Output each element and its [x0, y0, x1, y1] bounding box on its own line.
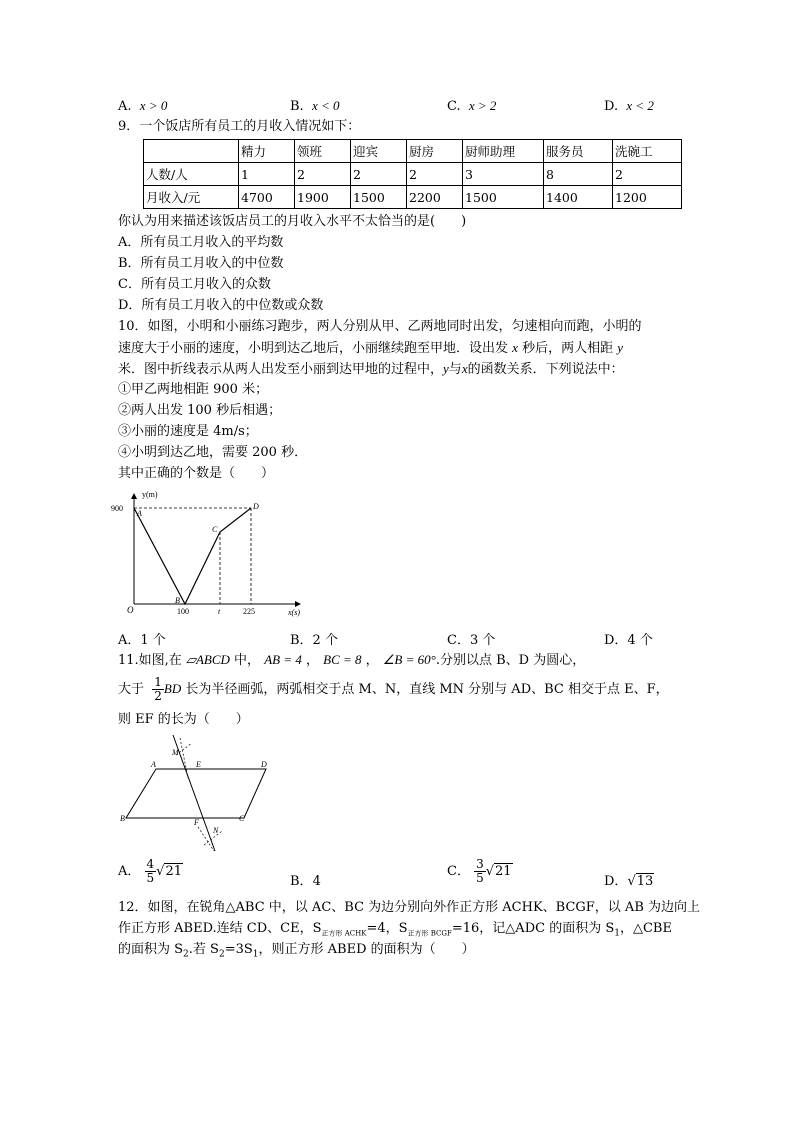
point-e-label: E: [196, 760, 201, 769]
q9-option-a: A．所有员工月收入的平均数: [118, 235, 284, 250]
q10-question: 其中正确的个数是（ ）: [118, 466, 275, 481]
parallelogram-abcd: [126, 769, 266, 818]
variable-x: x: [512, 340, 518, 355]
q11-option-c: C． $\frac{3}{5}$ √21: [447, 857, 512, 885]
q9-question: 你认为用来描述该饭店员工的月收入水平不太恰当的是( ): [118, 214, 467, 229]
point-f-label: F: [194, 818, 199, 827]
q11-option-a: A． $\frac{4}{5}$ √21: [118, 857, 183, 885]
q9-stem: 9．一个饭店所有员工的月收入情况如下：: [118, 119, 361, 134]
table-cell: 1900: [295, 186, 351, 209]
distance-polyline: [134, 508, 251, 604]
point-d-label: D: [253, 502, 259, 511]
table-cell: 2: [407, 163, 463, 186]
parallelogram-symbol: ▱ABCD: [185, 652, 230, 667]
table-cell: 3: [463, 163, 544, 186]
q9-income-table: [143, 139, 682, 209]
point-b-label: B: [120, 814, 125, 823]
q10-statement-3: ③小丽的速度是 4m/s；: [118, 424, 258, 439]
text: 大于: [118, 682, 145, 697]
q11-parallelogram-figure: [118, 733, 278, 855]
table-row: [144, 163, 682, 186]
text: 与: [448, 362, 462, 377]
q10-distance-graph: [110, 488, 310, 618]
text: 秒后，两人相距: [522, 341, 614, 356]
x-axis-label: x(s): [288, 608, 300, 617]
q11-option-b: B．4: [290, 874, 321, 889]
table-cell: 4700: [239, 186, 295, 209]
table-cell: 2: [613, 163, 682, 186]
point-b-label: B: [175, 596, 180, 605]
table-cell: 厨房: [407, 140, 463, 163]
origin-label: O: [127, 605, 134, 615]
table-cell: 8: [544, 163, 613, 186]
q10-line2: [118, 338, 623, 359]
variable-x: x: [461, 361, 468, 376]
table-cell: [144, 140, 239, 163]
table-cell: 2: [295, 163, 351, 186]
q12-line2: 作正方形 ABED.连结 CD、CE，$S_{正方形 ACHK}=4$，$S_{正方形 BCGF}=16$，记△ADC 的面积为 $S_1$，△CBE: [118, 921, 672, 939]
table-cell: 领班: [295, 140, 351, 163]
table-cell: 洗碗工: [613, 140, 682, 163]
q10-option-b: B．2 个: [290, 633, 338, 648]
q11-line3: 则 EF 的长为（ ）: [118, 712, 249, 727]
text: 11.如图,在: [118, 653, 182, 668]
point-m-label: M: [172, 748, 179, 757]
sqrt-radicand: 21: [495, 864, 512, 879]
fraction: $\frac{4}{5}$: [146, 857, 155, 885]
table-cell: 精力: [239, 140, 295, 163]
x-tick-t: t: [218, 607, 221, 616]
table-cell: 1200: [613, 186, 682, 209]
x-tick-225: 225: [243, 607, 255, 616]
q10-statement-2: ②两人出发 100 秒后相遇；: [118, 403, 282, 418]
table-cell: 1: [239, 163, 295, 186]
fraction: $\frac{3}{5}$: [476, 857, 484, 885]
table-cell: 月收入/元: [144, 186, 239, 209]
point-n-label: N: [213, 826, 219, 835]
q10-statement-4: ④小明到达乙地，需要 200 秒．: [118, 445, 308, 460]
variable-y: y: [617, 340, 624, 355]
q10-statement-1: ①甲乙两地相距 900 米；: [118, 382, 269, 397]
q11-line2: [118, 676, 669, 703]
sqrt-radicand: 13: [636, 874, 654, 889]
variable-y: y: [443, 361, 449, 376]
text: .分别以点 B、D 为圆心，: [435, 653, 586, 668]
sqrt-radicand: 21: [165, 864, 183, 879]
text: 中，: [234, 653, 261, 668]
point-a-label: A: [137, 509, 142, 518]
table-cell: 服务员: [544, 140, 613, 163]
table-cell: 1500: [351, 186, 407, 209]
y-tick-900: 900: [111, 504, 123, 513]
point-a-label: A: [151, 760, 156, 769]
q8-option-c: C. x > 2: [447, 98, 497, 114]
text: 的函数关系．下列说法中：: [467, 362, 624, 377]
bd-segment: BD: [163, 681, 182, 696]
q10-line1: 10．如图，小明和小丽练习跑步，两人分别从甲、乙两地同时出发，匀速相向而跑，小明的: [118, 319, 642, 334]
q10-option-d: D．4 个: [604, 633, 653, 648]
table-cell: 迎宾: [351, 140, 407, 163]
ab-length: AB = 4: [264, 652, 302, 667]
y-axis-label: y(m): [142, 490, 158, 499]
q8-option-b: B. x < 0: [290, 98, 340, 114]
q12-line3: 的面积为 $S_2$.若 $S_2=3S_1$，则正方形 ABED 的面积为（ ）: [118, 942, 475, 960]
x-tick-100: 100: [177, 607, 189, 616]
fraction-one-half: $\frac{1}{2}$: [154, 675, 162, 703]
table-cell: 1500: [463, 186, 544, 209]
q9-option-c: C．所有员工月收入的众数: [118, 277, 271, 292]
point-c-label: C: [212, 525, 218, 534]
table-cell: 2: [351, 163, 407, 186]
table-cell: 厨师助理: [463, 140, 544, 163]
q8-option-a: A. x > 0: [118, 98, 168, 114]
table-header-row: [144, 140, 682, 163]
q10-option-a: A．1 个: [118, 633, 166, 648]
q12-line1: 12．如图，在锐角△ABC 中，以 AC、BC 为边分别向外作正方形 ACHK、BCGF，以 AB 为边向上: [118, 900, 701, 915]
q10-line3: [118, 359, 624, 380]
point-d-label: D: [261, 760, 267, 769]
text: 长为半径画弧，两弧相交于点 M、N，直线 MN 分别与 AD、BC 相交于点 E、F，: [185, 682, 669, 697]
q11-option-d: D．√13: [604, 874, 654, 889]
table-cell: 2200: [407, 186, 463, 209]
q8-option-d: D. x < 2: [604, 98, 654, 114]
text: 米．图中折线表示从两人出发至小丽到达甲地的过程中，: [118, 362, 444, 377]
text: 速度大于小丽的速度，小明到达乙地后，小丽继续跑至甲地．设出发: [118, 341, 509, 356]
q9-option-d: D．所有员工月收入的中位数或众数: [118, 298, 324, 313]
table-row: [144, 186, 682, 209]
q11-line1: 11.如图,在 ▱ABCD 中， AB = 4 ， BC = 8 ， ∠B = 60°.分别以点 B、D 为圆心，: [118, 652, 586, 668]
point-c-label: C: [239, 814, 245, 823]
table-cell: 人数/人: [144, 163, 239, 186]
q10-option-c: C．3 个: [447, 633, 496, 648]
bc-length: BC = 8: [323, 652, 362, 667]
table-cell: 1400: [544, 186, 613, 209]
q9-option-b: B．所有员工月收入的中位数: [118, 256, 284, 271]
angle-b: ∠B = 60°: [382, 652, 436, 667]
